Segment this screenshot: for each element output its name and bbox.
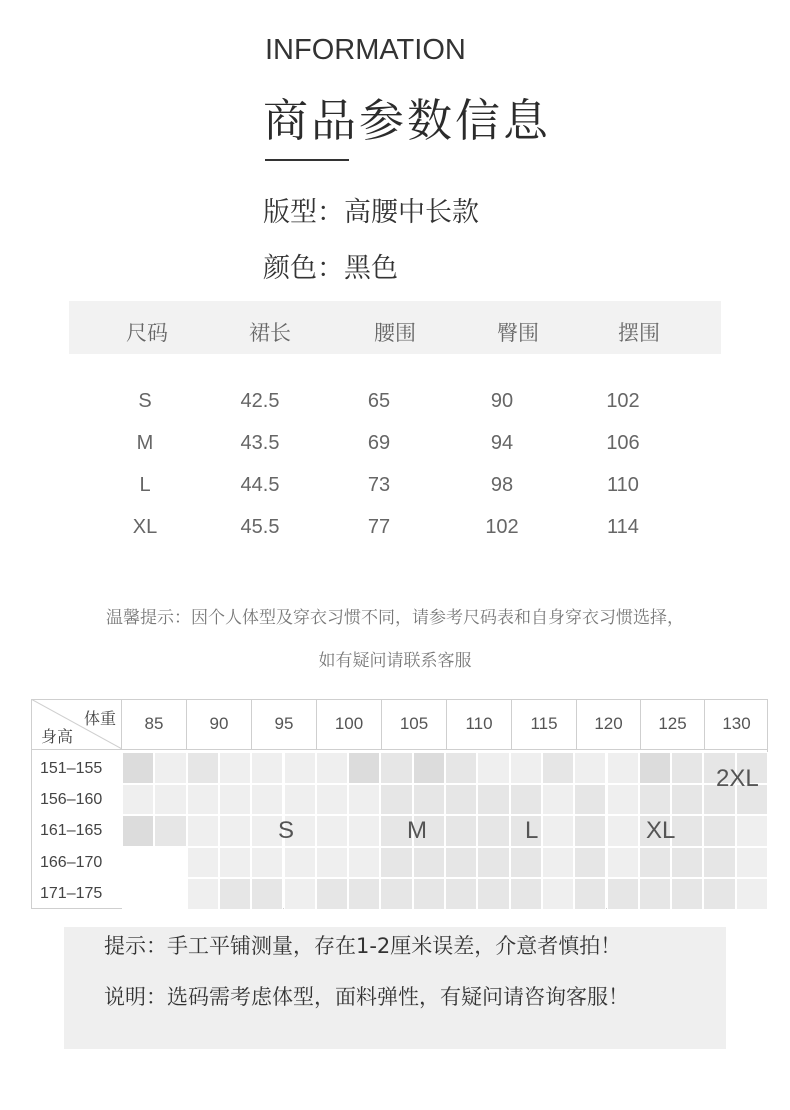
- size-zone-label: XL: [646, 817, 676, 844]
- fit-grid-cell: [187, 752, 219, 784]
- fit-grid-cell: [542, 815, 574, 847]
- fit-grid-cell: [477, 752, 509, 784]
- height-row-label: 151–155: [40, 760, 103, 777]
- weight-axis-label: 体重: [84, 709, 117, 728]
- fit-grid-cell: [122, 752, 154, 784]
- fit-grid-cell: [284, 847, 316, 879]
- size-table-cell: 73: [367, 474, 391, 496]
- tip-line-1: 温馨提示：因个人体型及穿衣习惯不同，请参考尺码表和自身穿衣习惯选择，: [106, 608, 684, 628]
- fit-grid-cell: [413, 752, 445, 784]
- fit-grid-cell: [445, 847, 477, 879]
- fit-grid-cell: [251, 847, 283, 879]
- fit-grid-cell: [542, 784, 574, 816]
- fit-grid-cell: [251, 752, 283, 784]
- weight-header-cell: 95: [252, 699, 317, 749]
- product-params-title: 商品参数信息: [263, 94, 552, 147]
- fit-grid-cell: [380, 847, 412, 879]
- size-table-cell: 43.5: [240, 432, 280, 454]
- fit-grid-cell: [671, 847, 703, 879]
- fit-grid-cell: [154, 752, 186, 784]
- fit-grid-cell: [736, 878, 768, 910]
- size-header-cell: 尺码: [126, 321, 168, 345]
- size-table-cell: 110: [607, 474, 639, 496]
- fit-grid-cell: [510, 847, 542, 879]
- size-table-cell: 106: [606, 432, 640, 454]
- fit-grid-cell: [122, 878, 154, 910]
- size-header-cell: 臀围: [497, 321, 539, 345]
- height-row-label: 156–160: [40, 791, 103, 808]
- fit-grid-cell: [316, 784, 348, 816]
- fit-grid-cell: [413, 878, 445, 910]
- fit-grid-cell: [413, 847, 445, 879]
- size-header-cell: 摆围: [618, 321, 660, 345]
- size-table-cell: 102: [606, 390, 640, 412]
- fit-grid-cell: [187, 815, 219, 847]
- fit-grid-cell: [316, 847, 348, 879]
- size-table-cell: M: [136, 432, 154, 454]
- fit-grid-cell: [607, 752, 639, 784]
- fit-grid-cell: [380, 784, 412, 816]
- fit-grid-cell: [703, 847, 735, 879]
- fit-grid-cell: [639, 847, 671, 879]
- weight-header-cell: 90: [187, 699, 252, 749]
- size-table-cell: 45.5: [240, 516, 280, 538]
- fit-grid-cell: [219, 752, 251, 784]
- height-row-label: 166–170: [40, 854, 103, 871]
- fit-grid-cell: [510, 752, 542, 784]
- fit-grid-cell: [510, 878, 542, 910]
- fit-grid-cell: [316, 815, 348, 847]
- height-row-label: 171–175: [40, 885, 103, 902]
- attr-style: 版型：高腰中长款: [263, 197, 479, 228]
- fit-grid-cell: [284, 878, 316, 910]
- fit-grid-cell: [703, 815, 735, 847]
- size-table-cell: 90: [490, 390, 514, 412]
- fit-grid-cell: [219, 815, 251, 847]
- fit-grid-cell: [607, 784, 639, 816]
- fit-grid-cell: [574, 878, 606, 910]
- fit-grid-cell: [348, 847, 380, 879]
- fit-grid-cell: [251, 878, 283, 910]
- fit-grid-cell: [477, 878, 509, 910]
- fit-grid-cell: [542, 878, 574, 910]
- size-table-cell: 102: [485, 516, 519, 538]
- fit-grid-cell: [477, 815, 509, 847]
- weight-header-cell: 100: [317, 699, 382, 749]
- fit-grid-cell: [445, 815, 477, 847]
- fit-grid-cell: [574, 847, 606, 879]
- tip-line-2: 如有疑问请联系客服: [318, 651, 472, 671]
- fit-grid-cell: [671, 878, 703, 910]
- fit-grid-cell: [639, 784, 671, 816]
- fit-grid-cell: [348, 784, 380, 816]
- fit-grid-cell: [154, 784, 186, 816]
- weight-header-cell: 125: [641, 699, 705, 749]
- size-table-cell: 42.5: [240, 390, 280, 412]
- fit-grid-cell: [574, 784, 606, 816]
- weight-header-cell: 105: [382, 699, 447, 749]
- fit-grid-cell: [542, 752, 574, 784]
- note-measure: 提示：手工平铺测量，存在1-2厘米误差，介意者慎拍！: [104, 934, 622, 958]
- fit-grid-cell: [122, 847, 154, 879]
- fit-grid-cell: [574, 815, 606, 847]
- fit-grid-cell: [607, 878, 639, 910]
- fit-grid-cell: [639, 752, 671, 784]
- size-table-cell: L: [139, 474, 151, 496]
- height-axis-label: 身高: [41, 727, 74, 746]
- fit-grid-cell: [542, 847, 574, 879]
- information-heading: INFORMATION: [265, 34, 466, 66]
- fit-grid-cell: [671, 784, 703, 816]
- fit-grid-cell: [187, 784, 219, 816]
- title-underline: [265, 159, 349, 161]
- fit-grid-cell: [251, 784, 283, 816]
- fit-grid-cell: [154, 815, 186, 847]
- fit-grid-cell: [154, 878, 186, 910]
- fit-grid-cell: [607, 815, 639, 847]
- fit-grid-cell: [380, 878, 412, 910]
- size-table-cell: XL: [132, 516, 158, 538]
- size-header-cell: 腰围: [374, 321, 416, 345]
- size-table-cell: 94: [490, 432, 514, 454]
- attr-color: 颜色：黑色: [263, 253, 398, 284]
- fit-grid-cell: [736, 815, 768, 847]
- size-zone-label: M: [407, 817, 427, 844]
- note-selection: 说明：选码需考虑体型，面料弹性，有疑问请咨询客服！: [104, 985, 629, 1009]
- fit-grid-cell: [284, 784, 316, 816]
- weight-header-cell: 115: [512, 699, 577, 749]
- fit-grid-cell: [348, 752, 380, 784]
- fit-grid-cell: [607, 847, 639, 879]
- size-header-cell: 裙长: [249, 321, 291, 345]
- fit-grid-cell: [413, 784, 445, 816]
- fit-grid-cell: [187, 878, 219, 910]
- size-table-cell: 114: [607, 516, 639, 538]
- fit-grid-cell: [316, 878, 348, 910]
- weight-header-cell: 85: [122, 699, 187, 749]
- fit-grid-cell: [639, 878, 671, 910]
- fit-grid-cell: [736, 847, 768, 879]
- weight-header-cell: 120: [577, 699, 641, 749]
- fit-grid-cell: [348, 878, 380, 910]
- weight-header-cell: 130: [722, 714, 751, 733]
- fit-grid-cell: [574, 752, 606, 784]
- weight-header-cell: 110: [447, 699, 512, 749]
- fit-grid-cell: [154, 847, 186, 879]
- fit-grid-cell: [219, 847, 251, 879]
- fit-grid-cell: [348, 815, 380, 847]
- fit-grid-cell: [316, 752, 348, 784]
- size-table-cell: S: [138, 390, 152, 412]
- fit-grid-cell: [671, 752, 703, 784]
- size-zone-label: 2XL: [716, 765, 759, 792]
- size-table-cell: 77: [367, 516, 391, 538]
- fit-grid-cell: [122, 784, 154, 816]
- size-zone-label: L: [525, 817, 539, 844]
- size-zone-label: S: [278, 817, 295, 844]
- fit-grid-cell: [380, 752, 412, 784]
- fit-grid-cell: [284, 752, 316, 784]
- size-table-cell: 98: [490, 474, 514, 496]
- fit-grid-cell: [477, 847, 509, 879]
- fit-grid-cell: [445, 784, 477, 816]
- fit-chart-header-rule: [31, 749, 768, 750]
- fit-grid-cell: [445, 752, 477, 784]
- fit-grid-cell: [477, 784, 509, 816]
- fit-grid-cell: [703, 878, 735, 910]
- size-table-cell: 69: [367, 432, 391, 454]
- fit-grid-cell: [219, 784, 251, 816]
- fit-grid-cell: [122, 815, 154, 847]
- size-table-cell: 44.5: [240, 474, 280, 496]
- fit-grid-cell: [510, 784, 542, 816]
- height-row-label: 161–165: [40, 822, 103, 839]
- size-table-cell: 65: [367, 390, 391, 412]
- fit-grid-cell: [671, 815, 703, 847]
- fit-grid-cell: [445, 878, 477, 910]
- fit-grid-cell: [187, 847, 219, 879]
- fit-grid-cell: [219, 878, 251, 910]
